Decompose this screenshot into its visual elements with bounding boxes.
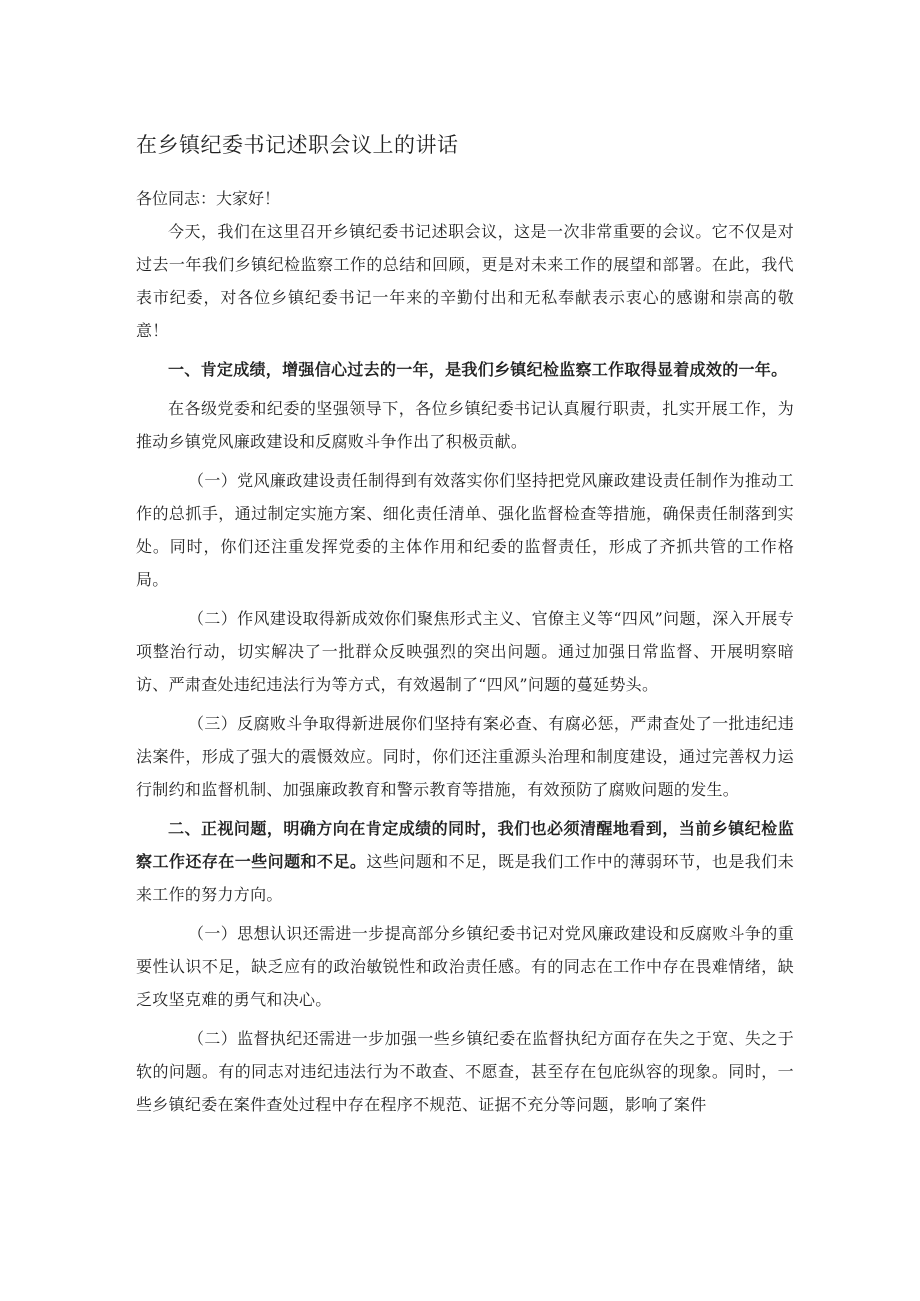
paragraph-section-2-item-1: [136, 917, 794, 1016]
paragraph-section-1-body: [136, 392, 794, 458]
section-heading-2: [136, 812, 794, 911]
section-heading-text: 二、正视问题，明确方向在肯定成绩的同时，我们也必须清醒地看到，当前乡镇纪检监察工作还存在一些问题和不足。: [136, 819, 794, 871]
document-page: [136, 130, 794, 1127]
paragraph-text: （三）反腐败斗争取得新进展你们坚持有案必查、有腐必惩，严肃查处了一批违纪违法案件，形成了强大的震慑效应。同时，你们还注重源头治理和制度建设，通过完善权力运行制约和监督机制、加强廉政教育和警示教育等措施，有效预防了腐败问题的发生。: [136, 714, 794, 799]
paragraph-text: 这些问题和不足，既是我们工作中的薄弱环节，也是我们未来工作的努力方向。: [136, 852, 794, 904]
section-heading-text: 一、肯定成绩，增强信心过去的一年，是我们乡镇纪检监察工作取得显着成效的一年。: [168, 360, 788, 379]
paragraph-text: （一）党风廉政建设责任制得到有效落实你们坚持把党风廉政建设责任制作为推动工作的总抓手，通过制定实施方案、细化责任清单、强化监督检查等措施，确保责任制落到实处。同时，你们还注重发挥党委的主体作用和纪委的监督责任，形成了齐抓共管的工作格局。: [136, 471, 794, 589]
section-heading-1: [136, 353, 794, 386]
paragraph-text: （二）监督执纪还需进一步加强一些乡镇纪委在监督执纪方面存在失之于宽、失之于软的问题。有的同志对违纪违法行为不敢查、不愿查，甚至存在包庇纵容的现象。同时，一些乡镇纪委在案件查处过程中存在程序不规范、证据不充分等问题，影响了案件: [136, 1029, 794, 1114]
document-title: 在乡镇纪委书记述职会议上的讲话: [136, 133, 459, 157]
paragraph-text: （一）思想认识还需进一步提高部分乡镇纪委书记对党风廉政建设和反腐败斗争的重要性认识不足，缺乏应有的政治敏锐性和政治责任感。有的同志在工作中存在畏难情绪，缺乏攻坚克难的勇气和决心。: [136, 924, 794, 1009]
paragraph-section-1-item-1: [136, 464, 794, 596]
paragraph-section-2-item-2: [136, 1022, 794, 1121]
paragraph-section-1-item-3: [136, 707, 794, 806]
paragraph-intro: [136, 215, 794, 347]
paragraph-text: 在各级党委和纪委的坚强领导下，各位乡镇纪委书记认真履行职责，扎实开展工作，为推动乡镇党风廉政建设和反腐败斗争作出了积极贡献。: [136, 399, 794, 451]
paragraph-text: （二）作风建设取得新成效你们聚焦形式主义、官僚主义等“四风”问题，深入开展专项整治行动，切实解决了一批群众反映强烈的突出问题。通过加强日常监督、开展明察暗访、严肃查处违纪违法行为等方式，有效遏制了“四风”问题的蔓延势头。: [136, 609, 794, 694]
greeting: 各位同志：大家好！: [136, 189, 281, 208]
paragraph-section-1-item-2: [136, 602, 794, 701]
paragraph-text: 今天，我们在这里召开乡镇纪委书记述职会议，这是一次非常重要的会议。它不仅是对过去一年我们乡镇纪检监察工作的总结和回顾，更是对未来工作的展望和部署。在此，我代表市纪委，对各位乡镇纪委书记一年来的辛勤付出和无私奉献表示衷心的感谢和崇高的敬意！: [136, 222, 794, 340]
